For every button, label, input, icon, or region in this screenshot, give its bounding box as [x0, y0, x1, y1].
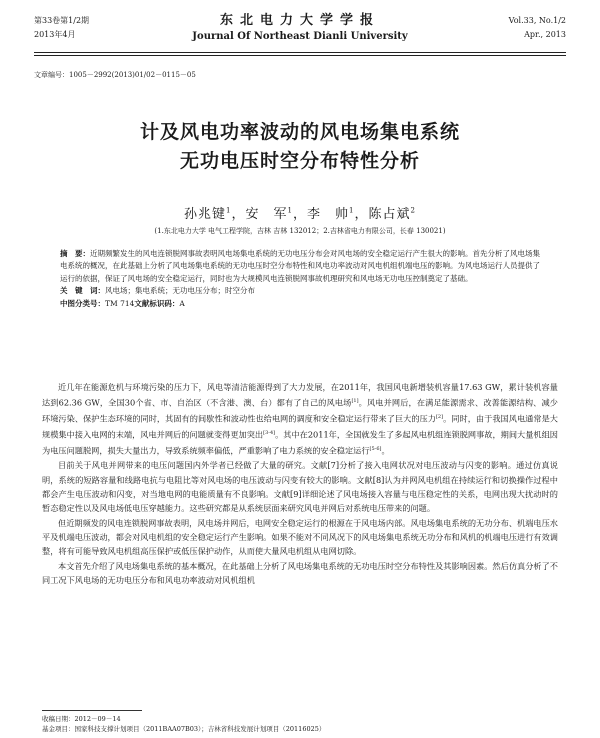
abstract-text: 近期频繁发生的风电连锁脱网事故表明风电场集电系统的无功电压分布会对风电场的安全稳定运行产生很大的影响。首先分析了风电场集电系统的概况，在此基础上分析了风电场集电系统的无功电压时空分布特性和风电功率波动对风电机组机端电压的影响。为风电场运行人员提供了运行的依据，保证了风电场的安全稳定运行，同时也为大规模风电连锁脱网事故机理研究和风电场无功电压控制奠定了基础。: [60, 249, 540, 283]
title-line-2: 无功电压时空分布特性分析: [179, 150, 420, 172]
header-rule-thin: [34, 55, 566, 56]
date-cn: 2013年4月: [34, 30, 76, 39]
journal-name-en: Journal Of Northeast Dianli University: [192, 31, 408, 42]
header-right: [509, 14, 566, 42]
author: 安 军$^1$: [245, 206, 293, 222]
citation: [3-4]: [263, 430, 276, 437]
article-number: 文章编号：1005－2992(2013)01/02－0115－05: [34, 71, 196, 79]
abstract-block: [60, 248, 540, 310]
header-center: [34, 12, 566, 44]
running-header: [34, 12, 566, 50]
citation: [5-6]: [369, 446, 382, 453]
received-date: 收稿日期：2012－09－14: [42, 715, 121, 723]
paper-title: [0, 118, 600, 176]
author-list: 孙兆键$^1$，安 军$^1$，李 帅$^1$，陈占斌$^2$: [184, 206, 416, 222]
date-en: Apr., 2013: [524, 30, 566, 39]
journal-name-cn: 东北电力大学学报: [219, 13, 380, 28]
author: 孙兆键$^1$: [184, 206, 232, 222]
affiliation: (1.东北电力大学 电气工程学院，吉林 吉林 132012；2.吉林省电力有限公司，长春 130021): [154, 227, 446, 235]
body-text: [42, 380, 558, 587]
keywords-text: 风电场；集电系统；无功电压分布；时空分布: [105, 286, 255, 296]
citation: [2]: [435, 414, 444, 421]
author: 李 帅$^1$: [307, 206, 355, 222]
paragraph-3: 但近期频发的风电连锁脱网事故表明，风电场并网后，电网安全稳定运行的根源在于风电场内部。风电场集电系统的无功分布、机端电压水平及机端电压波动，都会对风电机组的安全稳定运行产生影响。如果不能对不同风况下的风电场集电系统无功分布和风机的机端电压进行有效调整，将有可能导致风电机组高压保护或低压保护动作，从而使大量风电机组从电网切除。: [42, 517, 558, 557]
classification: [60, 298, 540, 310]
fund-info: 基金项目：国家科技支撑计划项目（2011BAA07B03）；吉林省科技发展计划项目（20116025）: [42, 725, 326, 733]
citation: [1]: [351, 398, 359, 405]
doc-code-value: A: [179, 298, 185, 308]
volume-issue-cn: 第33卷第1/2期: [34, 16, 90, 25]
footnote-rule: [42, 710, 142, 711]
clc-value: TM 714: [105, 298, 135, 308]
paragraph-1: 近几年在能源危机与环境污染的压力下，风电等清洁能源得到了大力发展，在2011年，我国风电新增装机容量17.63 GW，累计装机容量达到62.36 GW，全国30个省、市、自治区（不含港、澳、台）都有了自己的风电场[1]。风电并网后，在满足能源需求、改善能源结构、减少环境污染、保护生态环境的同时，其固有的间歇性和波动性也给电网的调度和安全稳定运行带来了巨大的压力[2]。同时，由于我国风电通常是大规模集中接入电网的末端，风电并网后的问题就变得更加突出[3-4]。其中在2011年，全国就发生了多起风电机组连锁脱网事故，期间大量机组因为电压问题脱网，损失大量出力，导致系统频率偏低，严重影响了电力系统的安全稳定运行[5-6]。: [42, 382, 558, 457]
volume-issue-en: Vol.33, No.1/2: [508, 16, 566, 25]
doc-code-label: 文献标识码：: [134, 298, 180, 308]
abstract: [60, 248, 540, 285]
paragraph-4: 本文首先介绍了风电场集电系统的基本概况，在此基础上分析了风电场集电系统的无功电压时空分布特性及其影响因素。然后仿真分析了不同工况下风电场的无功电压分布和风电功率波动对风机组机: [42, 560, 558, 585]
footnotes: [42, 714, 558, 734]
keywords: [60, 285, 540, 297]
keywords-label: 关 键 词：: [60, 286, 105, 296]
paragraph-2: 目前关于风电并网带来的电压问题国内外学者已经做了大量的研究。文献[7]分析了接入电网状况对电压波动与闪变的影响。通过仿真说明，系统的短路容量和线路电抗与电阻比等对风电场的电压波动与闪变有较大的影响。文献[8]认为并网风电机组在持续运行和切换操作过程中都会产生电压波动和闪变，对当地电网的电能质量有不良影响。文献[9]详细论述了风电场接入容量与电压稳定性的关系，电网出现大扰动时的暂态稳定性以及风电场低电压穿越能力。这些研究都是从系统层面来研究风电并网后对系统电压带来的问题。: [42, 460, 558, 514]
abstract-label: 摘 要：: [60, 249, 90, 258]
header-rule-thick: [34, 52, 566, 53]
clc-label: 中图分类号：: [60, 298, 105, 308]
author: 陈占斌$^2$: [368, 206, 416, 222]
title-line-1: 计及风电功率波动的风电场集电系统: [139, 121, 460, 143]
